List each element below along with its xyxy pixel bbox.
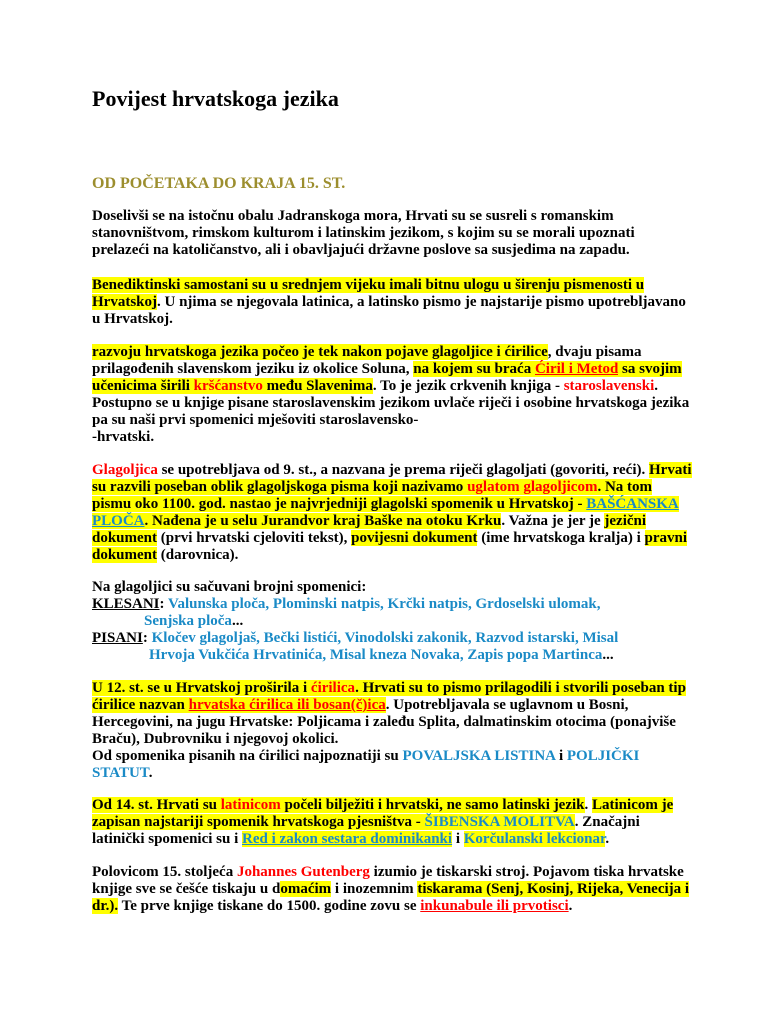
paragraph-glagoljica [92, 462, 692, 564]
term-cyril-methodius: Ćiril i Metod [534, 361, 619, 377]
highlight-span: Hrvati su razvili poseban oblik glagoljskoga pisma koji nazivamo [92, 462, 692, 495]
label-pisani: PISANI [92, 630, 143, 646]
text-span: . Značajni latinički spomenici su i [92, 814, 640, 847]
highlight-span: Latinicom je zapisan najstariji spomenik hrvatskoga pjesništva - [92, 797, 674, 830]
paragraph-latin-script [92, 797, 692, 848]
text-span: . U njima se njegovala latinica, a latinsko pismo je najstarije pismo upotrebljavano u Hrvatskoj. [92, 294, 686, 327]
term-korculanski-lekcionar: Korčulanski lekcionar [463, 831, 606, 847]
highlight-span: sa svojim učenicima širili [92, 361, 682, 394]
term-old-slavonic: staroslavenski [563, 378, 655, 394]
term-inkunabule: inkunabule ili prvotisci [420, 898, 569, 914]
text-span: : [142, 630, 152, 646]
term-christianity: kršćanstvo [193, 378, 263, 394]
text-span: (darovnica). [157, 547, 239, 563]
term-red-i-zakon: Red i zakon sestara dominikanki [242, 831, 453, 847]
highlight-span: . Hrvati su to pismo prilagodili i stvorili poseban tip ćirilice nazvan [92, 680, 686, 713]
highlight-span: omaćim [280, 881, 332, 897]
text-span: (prvi hrvatski cjeloviti tekst), [157, 530, 352, 546]
ellipsis: ... [231, 613, 244, 629]
list-klesani: Valunska ploča, Plominski natpis, Krčki natpis, Grdoselski ulomak, [168, 596, 601, 612]
text-span: , dvaju pisama prilagođenih slavenskom jeziku iz okolice Soluna, [92, 344, 642, 377]
highlight-span: . Na tom pismu oko 1100. god. nastao je najvrjedniji glagolski spomenik u Hrvatskoj - [92, 479, 653, 512]
text-span: . [605, 831, 610, 847]
text-span: . [148, 765, 153, 781]
text-span: Te prve knjige tiskane do 1500. godine zovu se [118, 898, 421, 914]
text-span: . Upotrebljavala se uglavnom u Bosni, Hercegovini, na jugu Hrvatske: Poljicama i zaleđu Splita, dalmatinskim otocima (ponajviše Braču), Dubrovniku i njegovoj okolici. [92, 697, 676, 747]
text-span: . [584, 797, 593, 813]
text-span: Doselivši se na istočnu obalu Jadranskoga mora, Hrvati su se susreli s romanskim stanovništvom, rimskom kulturom i latinskim jezikom, s kojim su se morali upoznati prelazeći na katoličanstvo, ali i obavljajući državne poslove sa susjedima na zapadu. [92, 208, 635, 258]
text-span: izumio je tiskarski stroj. Pojavom tiska hrvatske knjige sve se češće tiskaju u d [92, 864, 684, 897]
term-poljicki-statut: POLJIČKI STATUT [92, 748, 640, 781]
text-span: . Postupno se u knjige pisane staroslavenskim jezikom uvlače riječi i osobine hrvatskoga jezika pa su naši prvi spomenici mješoviti staroslavensko- [92, 378, 690, 428]
list-pisani: Kločev glagoljaš, Bečki listići, Vinodolski zakonik, Razvod istarski, Misal [151, 630, 619, 646]
text-span: Na glagoljici su sačuvani brojni spomenici: [92, 579, 367, 595]
paragraph-glagolitic-cyrillic [92, 344, 692, 446]
paragraph-benedictines [92, 277, 692, 328]
highlight-span: razvoju hrvatskoga jezika počeo je tek nakon pojave glagoljice i ćirilice [92, 344, 548, 360]
paragraph-printing [92, 864, 692, 915]
highlight-span: tiskarama (Senj, Kosinj, Rijeka, Venecija i dr.). [92, 881, 690, 914]
paragraph-monuments [92, 579, 692, 664]
text-span: Od spomenika pisanih na ćirilici najpoznatiji su [92, 748, 403, 764]
text-span: se upotrebljava od 9. st., a nazvana je prema riječi glagoljati (govoriti, reći). [157, 462, 649, 478]
text-span: . To je jezik crkvenih knjiga - [372, 378, 564, 394]
term-latinicom: latinicom [220, 797, 281, 813]
term-glagoljica: Glagoljica [92, 462, 158, 478]
highlight-span: jezični dokument [92, 513, 647, 546]
term-gutenberg: Johannes Gutenberg [236, 864, 370, 880]
highlight-span: među Slavenima [262, 378, 373, 394]
highlight-span: Od 14. st. Hrvati su [92, 797, 221, 813]
highlight-span: U 12. st. se u Hrvatskoj proširila i [92, 680, 311, 696]
text-span: i [452, 831, 464, 847]
highlight-span: na kojem su braća [413, 361, 535, 377]
term-bosancica: hrvatska ćirilica ili bosan(č)ica [188, 697, 386, 713]
text-span: . [568, 898, 573, 914]
text-span: i inozemnim [331, 881, 418, 897]
highlight-span: pravni dokument [92, 530, 688, 563]
text-span: . Važna je jer je [501, 513, 605, 529]
text-span: i [555, 748, 567, 764]
paragraph-cyrillic [92, 680, 692, 782]
text-span: : [159, 596, 169, 612]
term-angular-glagolitic: uglatom glagoljicom [467, 479, 598, 495]
term-cirilica: ćirilica [310, 680, 356, 696]
text-span: (ime hrvatskoga kralja) i [477, 530, 645, 546]
label-klesani: KLESANI [92, 596, 160, 612]
text-span: -hrvatski. [92, 429, 155, 445]
term-bascanska-ploca: BAŠĆANSKA PLOČA [92, 496, 679, 529]
section-heading: OD POČETAKA DO KRAJA 15. ST. [92, 175, 346, 192]
list-pisani-cont: Hrvoja Vukčića Hrvatinića, Misal kneza Novaka, Zapis popa Martinca [149, 647, 603, 663]
paragraph-settlement [92, 208, 692, 259]
highlight-span: Benediktinski samostani su u srednjem vijeku imali bitnu ulogu u širenju pismenosti u Hrvatskoj [92, 277, 645, 310]
term-sibenska-molitva: ŠIBENSKA MOLITVA [424, 814, 575, 830]
highlight-span: . Nađena je u selu Jurandvor kraj Baške na otoku Krku [144, 513, 502, 529]
ellipsis: ... [602, 647, 614, 663]
text-span: Polovicom 15. stoljeća [92, 864, 237, 880]
term-povaljska-listina: POVALJSKA LISTINA [402, 748, 556, 764]
highlight-span: počeli bilježiti i hrvatski, ne samo latinski jezik [280, 797, 585, 813]
highlight-span: povijesni dokument [351, 530, 478, 546]
list-klesani-cont: Senjska ploča [144, 613, 232, 629]
page-title: Povijest hrvatskoga jezika [92, 86, 339, 111]
